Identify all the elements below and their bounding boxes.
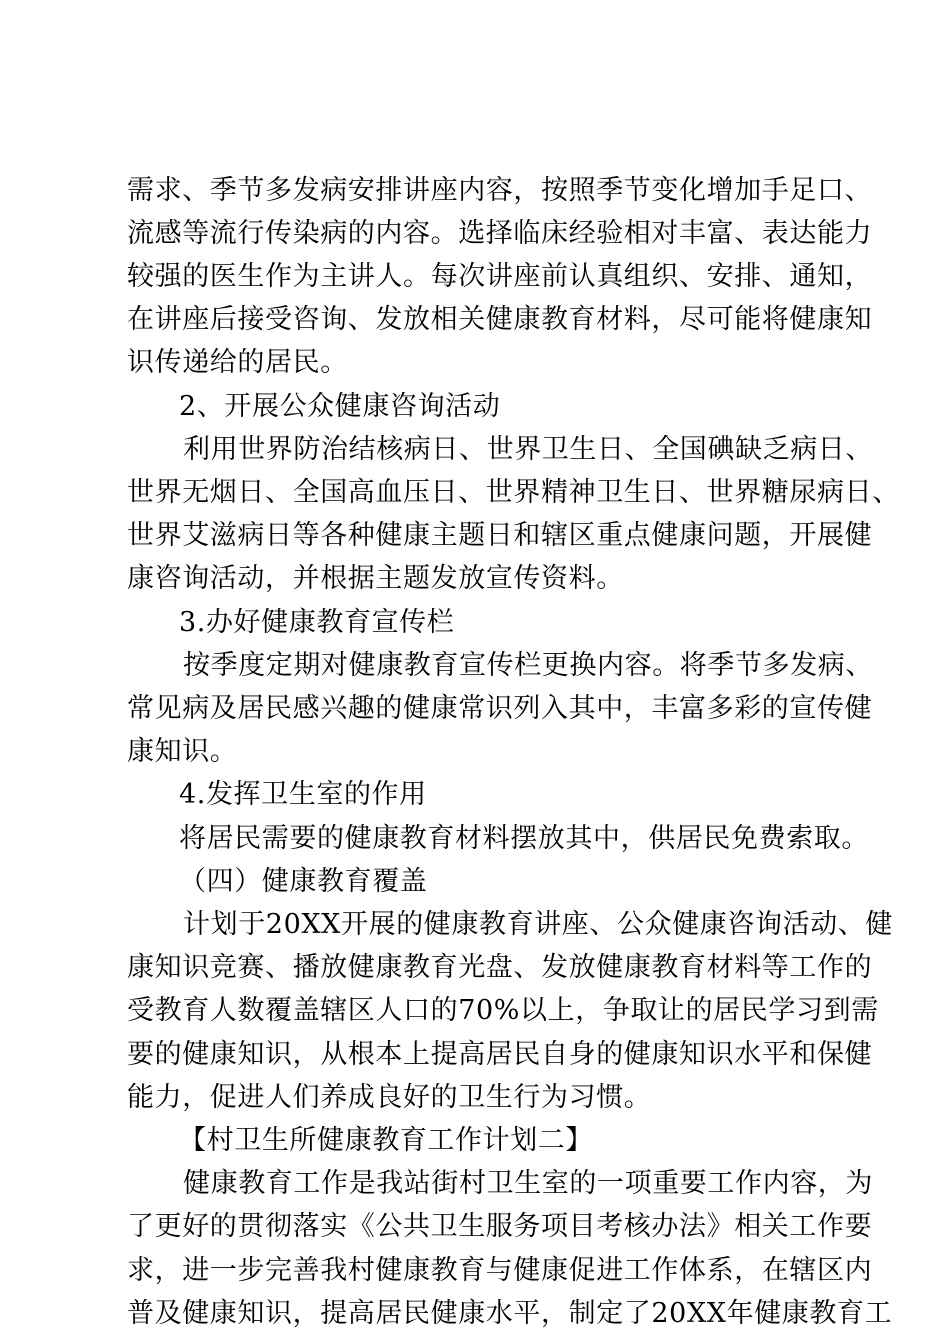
text-line: 在讲座后接受咨询、发放相关健康教育材料，尽可能将健康知 [127, 304, 873, 335]
section-heading: 3.办好健康教育宣传栏 [179, 607, 455, 638]
text-line: 普及健康知识，提高居民健康水平，制定了20XX年健康教育工 [127, 1298, 893, 1329]
section-heading: 2、开展公众健康咨询活动 [179, 391, 501, 422]
section-heading: 【村卫生所健康教育工作计划二】 [179, 1125, 593, 1156]
text-line: 较强的医生作为主讲人。每次讲座前认真组织、安排、通知， [127, 261, 873, 292]
text-line: 健康教育工作是我站街村卫生室的一项重要工作内容，为 [183, 1168, 873, 1199]
section-heading: 4.发挥卫生室的作用 [179, 779, 427, 810]
text-line: 需求、季节多发病安排讲座内容，按照季节变化增加手足口、 [127, 175, 873, 206]
text-line: 康知识竞赛、播放健康教育光盘、发放健康教育材料等工作的 [127, 952, 873, 983]
text-line: 流感等流行传染病的内容。选择临床经验相对丰富、表达能力 [127, 218, 873, 249]
section-heading: （四）健康教育覆盖 [179, 866, 428, 897]
text-line: 利用世界防治结核病日、世界卫生日、全国碘缺乏病日、 [183, 434, 873, 465]
text-line: 常见病及居民感兴趣的健康常识列入其中，丰富多彩的宣传健 [127, 693, 873, 724]
text-line: 了更好的贯彻落实《公共卫生服务项目考核办法》相关工作要 [127, 1211, 873, 1242]
text-line: 将居民需要的健康教育材料摆放其中，供居民免费索取。 [179, 823, 869, 854]
text-line: 识传递给的居民。 [127, 347, 348, 378]
text-line: 世界无烟日、全国高血压日、世界精神卫生日、世界糖尿病日、 [127, 477, 900, 508]
text-line: 能力，促进人们养成良好的卫生行为习惯。 [127, 1082, 652, 1113]
text-line: 康知识。 [127, 736, 238, 767]
text-line: 世界艾滋病日等各种健康主题日和辖区重点健康问题，开展健 [127, 520, 873, 551]
text-line: 受教育人数覆盖辖区人口的70%以上，争取让的居民学习到需 [127, 995, 879, 1026]
text-line: 康咨询活动，并根据主题发放宣传资料。 [127, 563, 624, 594]
text-line: 求，进一步完善我村健康教育与健康促进工作体系，在辖区内 [127, 1255, 873, 1286]
text-line: 按季度定期对健康教育宣传栏更换内容。将季节多发病、 [183, 650, 873, 681]
text-line: 要的健康知识，从根本上提高居民自身的健康知识水平和保健 [127, 1039, 873, 1070]
text-line: 计划于20XX开展的健康教育讲座、公众健康咨询活动、健 [183, 909, 893, 940]
